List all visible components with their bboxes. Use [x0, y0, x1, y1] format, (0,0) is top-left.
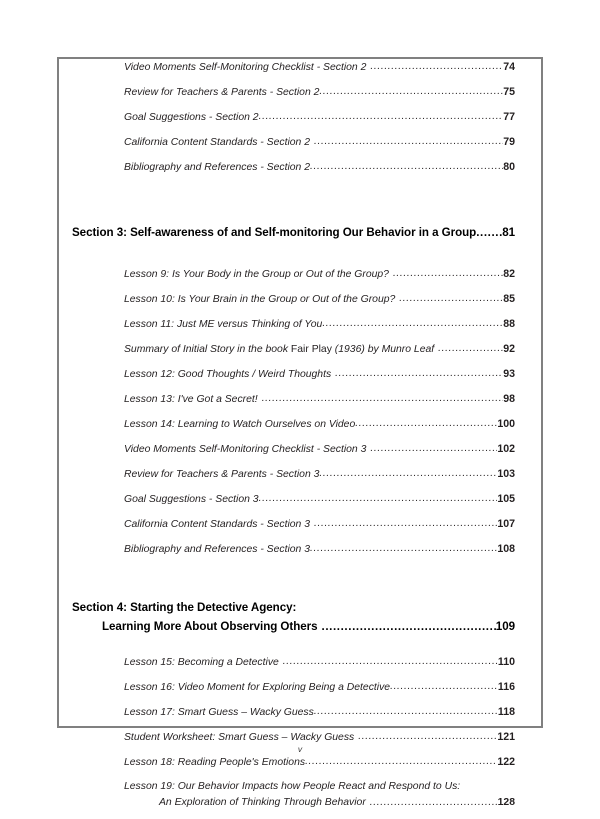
section-4-entry-group [72, 656, 527, 819]
toc-entry[interactable] [72, 393, 527, 418]
dot-leader [314, 136, 503, 147]
toc-entry-page: 74 [503, 61, 515, 73]
section-3-heading[interactable] [72, 226, 527, 254]
toc-entry-page: 102 [497, 443, 515, 455]
toc-entry-title: Lesson 10: Is Your Brain in the Group or Out of the Group? [124, 294, 396, 305]
toc-entry-title-line1: Lesson 19: Our Behavior Impacts how People React and Respond to Us: [124, 781, 461, 792]
toc-entry-title: Video Moments Self-Monitoring Checklist - Section 3 [124, 444, 367, 455]
toc-entry-page: 116 [497, 681, 515, 693]
toc-entry-title: Student Worksheet: Smart Guess – Wacky Guess [124, 732, 355, 743]
dot-leader [370, 797, 498, 808]
dot-leader [259, 111, 504, 122]
toc-entry-title: Bibliography and References - Section 3 [124, 544, 310, 555]
toc-entry-title: Goal Suggestions - Section 2 [124, 112, 259, 123]
dot-leader [319, 86, 503, 97]
toc-entry[interactable] [72, 443, 527, 468]
toc-entry[interactable] [72, 86, 527, 111]
toc-entry[interactable] [72, 518, 527, 543]
toc-entry-page: 79 [503, 136, 515, 148]
toc-entry-page: 103 [497, 468, 515, 480]
toc-entry-title: Lesson 9: Is Your Body in the Group or Out of the Group? [124, 269, 389, 280]
toc-entry-page: 100 [497, 418, 515, 430]
heading-spacer [72, 254, 527, 268]
section-4-heading-page: 109 [495, 620, 515, 633]
toc-entry[interactable] [72, 368, 527, 393]
dot-leader [322, 318, 503, 329]
toc-entry-page: 85 [503, 293, 515, 305]
dot-leader [438, 343, 503, 354]
toc-entry-title: Goal Suggestions - Section 3 [124, 494, 259, 505]
dot-leader [370, 443, 497, 454]
toc-entry[interactable] [72, 318, 527, 343]
section-4-heading-line2-row [72, 620, 515, 642]
toc-entry-page: 93 [503, 368, 515, 380]
toc-entry[interactable] [72, 543, 527, 568]
dot-leader [335, 368, 503, 379]
toc-entry-title-line2: An Exploration of Thinking Through Behavior [159, 797, 366, 808]
dot-leader [283, 656, 498, 667]
toc-entry-title: Lesson 16: Video Moment for Exploring Being a Detective [124, 682, 391, 693]
toc-entry-title: California Content Standards - Section 2 [124, 137, 310, 148]
section-4-heading[interactable] [72, 601, 527, 642]
toc-entry-page: 118 [497, 706, 515, 718]
dot-leader [399, 293, 503, 304]
toc-entry-page: 105 [497, 493, 515, 505]
toc-entry-title: Lesson 17: Smart Guess – Wacky Guess [124, 707, 314, 718]
page-frame [57, 57, 543, 808]
section-3-heading-text: Section 3: Self-awareness of and Self-monitoring Our Behavior in a Group [72, 226, 477, 239]
toc-entry[interactable] [72, 418, 527, 443]
toc-entry-page: 121 [497, 731, 515, 743]
toc-entry-page: 92 [503, 343, 515, 355]
toc-entry[interactable] [72, 111, 527, 136]
toc-entry-title-post: (1936) by Munro Leaf [331, 344, 435, 355]
dot-leader [262, 393, 504, 404]
dot-leader [370, 61, 503, 72]
toc-entry[interactable] [72, 468, 527, 493]
toc-entry-title [124, 344, 438, 355]
toc-entry-page: 88 [503, 318, 515, 330]
toc-entry-title: Lesson 15: Becoming a Detective [124, 657, 279, 668]
dot-leader [310, 161, 503, 172]
toc-entry-title: Lesson 12: Good Thoughts / Weird Thoughts [124, 369, 332, 380]
section-spacer [72, 568, 527, 601]
toc-entry[interactable] [72, 293, 527, 318]
toc-entry-title: Lesson 18: Reading People's Emotions [124, 757, 306, 768]
page-folio: v [297, 744, 303, 754]
dot-leader [310, 543, 497, 554]
toc-entry-page: 75 [503, 86, 515, 98]
dot-leader [319, 468, 497, 479]
toc-entry-line2-row [124, 797, 515, 819]
section-3-heading-page: 81 [502, 226, 515, 239]
toc-entry-title-booktitle: Fair Play [290, 344, 332, 355]
section-2-entry-group [72, 61, 527, 186]
toc-entry-title: Video Moments Self-Monitoring Checklist - Section 2 [124, 62, 367, 73]
toc-entry-page: 128 [497, 797, 515, 808]
toc-entry-title: Lesson 11: Just ME versus Thinking of You [124, 319, 323, 330]
toc-entry[interactable] [72, 343, 527, 368]
toc-entry-page: 82 [503, 268, 515, 280]
dot-leader [476, 226, 502, 239]
toc-entry-title: Review for Teachers & Parents - Section 2 [124, 87, 320, 98]
toc-entry-page: 98 [503, 393, 515, 405]
toc-entry[interactable] [72, 656, 527, 681]
section-4-heading-line1: Section 4: Starting the Detective Agency: [72, 601, 297, 614]
section-spacer [72, 186, 527, 226]
toc-entry-title: Lesson 14: Learning to Watch Ourselves on Video [124, 419, 356, 430]
toc-entry-page: 122 [497, 756, 515, 768]
toc-entry-title: Lesson 13: I've Got a Secret! [124, 394, 258, 405]
toc-entry-page: 108 [497, 543, 515, 555]
dot-leader [314, 706, 498, 717]
dot-leader [355, 418, 497, 429]
toc-entry-title: Bibliography and References - Section 2 [124, 162, 310, 173]
dot-leader [390, 681, 498, 692]
toc-entry-title-pre: Summary of Initial Story in the book [124, 344, 291, 355]
toc-entry-title: Review for Teachers & Parents - Section 3 [124, 469, 320, 480]
section-4-heading-line2: Learning More About Observing Others [102, 620, 318, 633]
section-3-entry-group [72, 268, 527, 568]
dot-leader [358, 731, 497, 742]
toc-entry-page: 110 [497, 656, 515, 668]
toc-entry-page: 77 [503, 111, 515, 123]
toc-entry[interactable] [72, 161, 527, 186]
toc-entry[interactable] [72, 706, 527, 731]
toc-entry-page: 80 [503, 161, 515, 173]
toc-entry[interactable] [72, 756, 527, 781]
heading-spacer [72, 642, 527, 656]
toc-entry-title: California Content Standards - Section 3 [124, 519, 310, 530]
toc-entry-page: 107 [497, 518, 515, 530]
table-of-contents [72, 61, 527, 819]
toc-entry[interactable] [72, 493, 527, 518]
dot-leader [314, 518, 497, 529]
dot-leader [305, 756, 497, 767]
dot-leader [393, 268, 503, 279]
toc-entry[interactable] [72, 61, 527, 86]
toc-entry[interactable] [72, 681, 527, 706]
toc-entry[interactable] [72, 781, 527, 819]
dot-leader [259, 493, 498, 504]
dot-leader [322, 620, 496, 633]
toc-entry[interactable] [72, 136, 527, 161]
toc-entry[interactable] [72, 268, 527, 293]
